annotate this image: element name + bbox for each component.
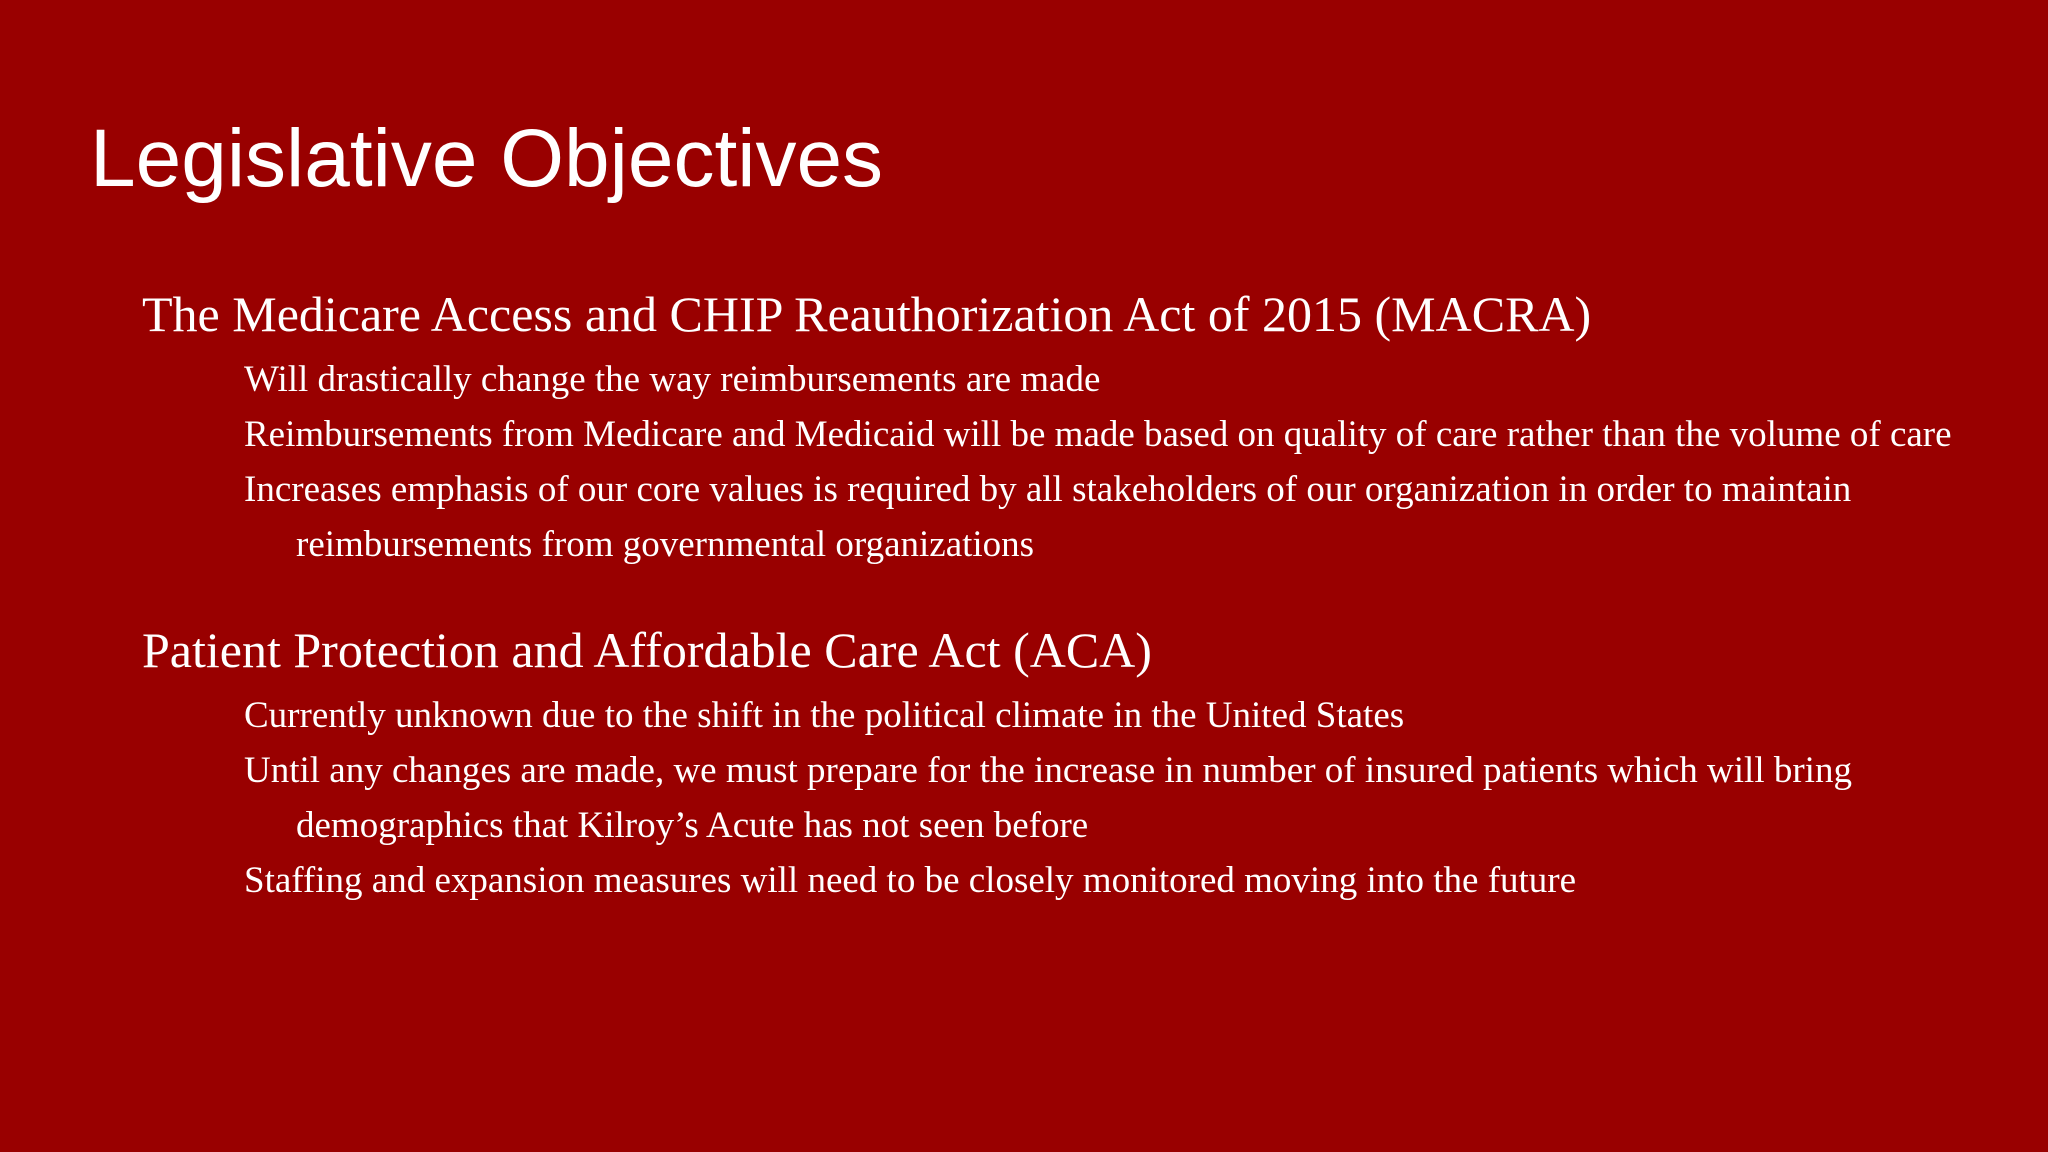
bullet-item: Currently unknown due to the shift in the political climate in the United States <box>244 695 1405 736</box>
slide-content <box>142 284 2002 956</box>
bullet-item: Will drastically change the way reimbursements are made <box>244 359 1101 400</box>
section-heading-aca: Patient Protection and Affordable Care Act (ACA) <box>142 622 1152 678</box>
bullet-item: Staffing and expansion measures will need to be closely monitored moving into the future <box>244 860 1577 901</box>
bullet-item: Until any changes are made, we must prepare for the increase in number of insured patients which will bring demographics that Kilroy’s Acute has not seen before <box>244 750 1852 846</box>
section-aca <box>142 620 2002 908</box>
slide-title: Legislative Objectives <box>90 113 884 204</box>
section-macra <box>142 284 2002 572</box>
bullet-item: Reimbursements from Medicare and Medicaid will be made based on quality of care rather than the volume of care <box>244 414 1952 455</box>
section-heading-macra: The Medicare Access and CHIP Reauthorization Act of 2015 (MACRA) <box>142 286 1592 342</box>
bullet-item: Increases emphasis of our core values is required by all stakeholders of our organization in order to maintain reimbursements from governmental organizations <box>244 469 1852 565</box>
